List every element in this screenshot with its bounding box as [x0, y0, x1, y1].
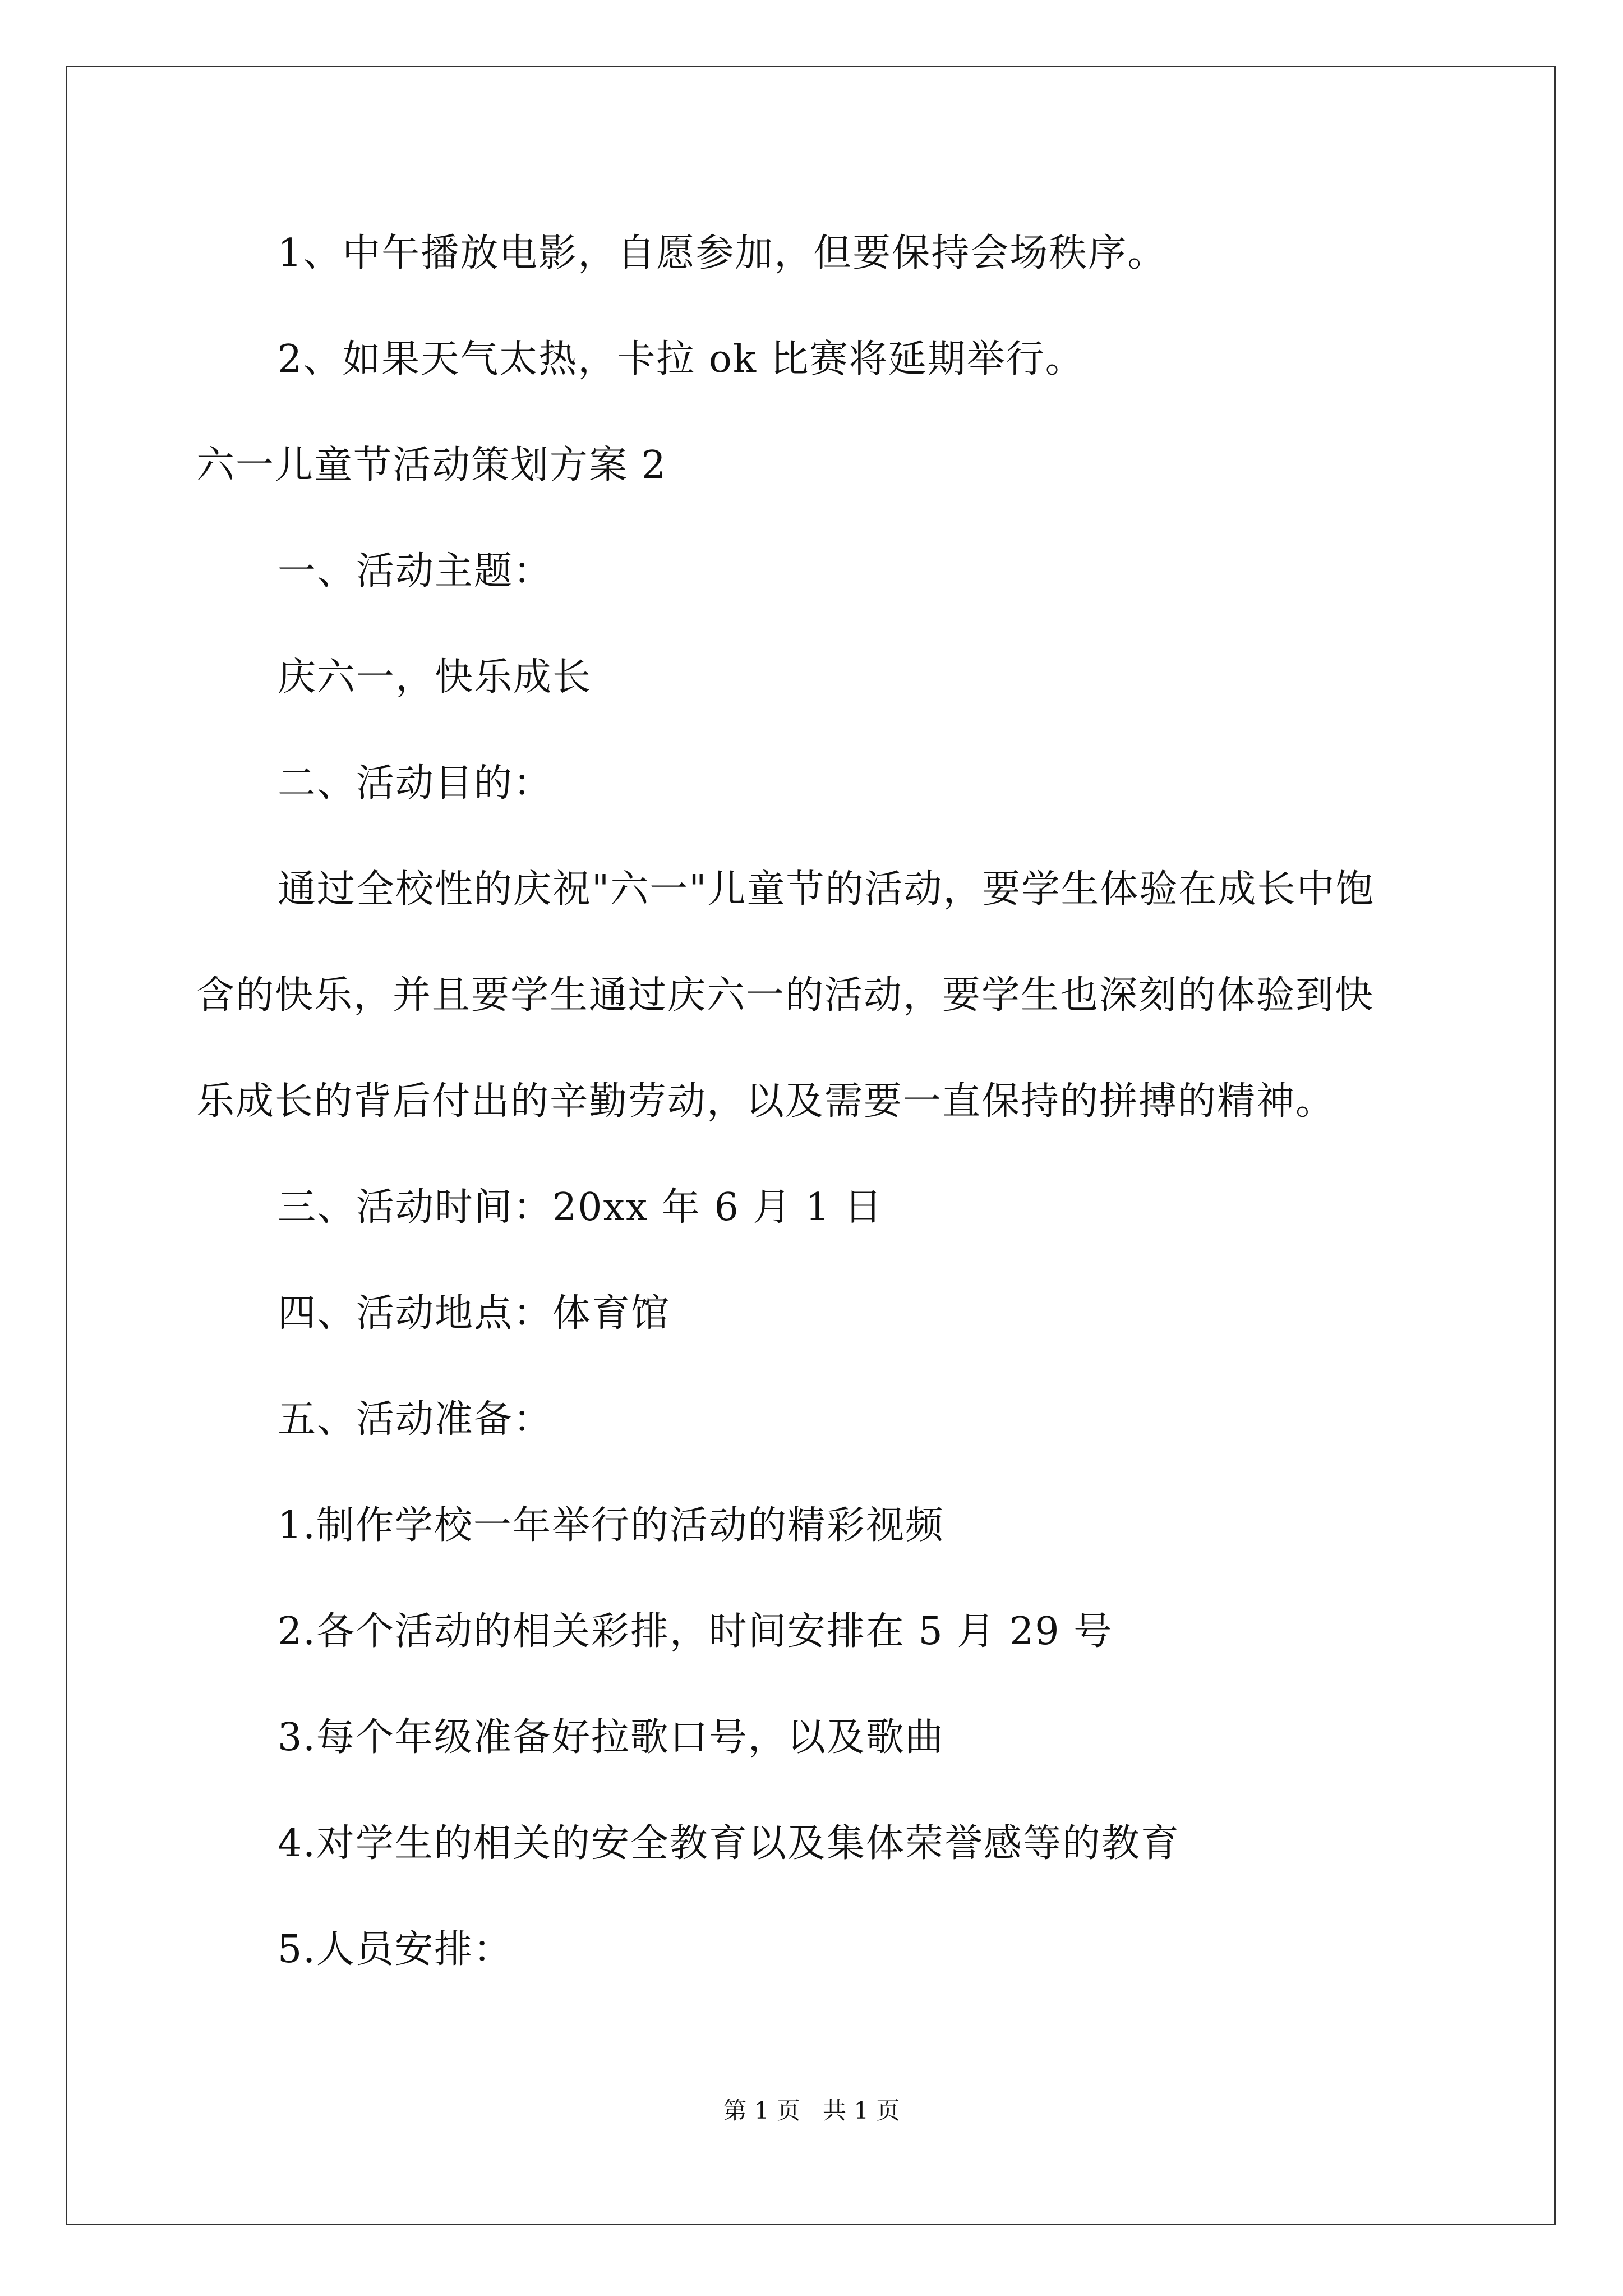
activity-theme-text: 庆六一，快乐成长	[278, 655, 592, 700]
purpose-line-3: 乐成长的背后付出的辛勤劳动，以及需要一直保持的拼搏的精神。	[196, 1079, 1335, 1124]
preparation-item-4: 4.对学生的相关的安全教育以及集体荣誉感等的教育	[278, 1821, 1180, 1866]
preparation-item-1: 1.制作学校一年举行的活动的精彩视频	[278, 1503, 944, 1548]
heading-activity-purpose: 二、活动目的：	[278, 761, 553, 806]
heading-activity-preparation: 五、活动准备：	[278, 1397, 553, 1442]
heading-activity-theme: 一、活动主题：	[278, 549, 553, 593]
activity-time: 三、活动时间：20xx 年 6 月 1 日	[278, 1185, 883, 1230]
page-footer: 第 1 页 共 1 页	[723, 2097, 900, 2124]
paragraph-line-2: 2、如果天气太热，卡拉 ok 比赛将延期举行。	[278, 337, 1085, 381]
preparation-item-5: 5.人员安排：	[278, 1927, 513, 1972]
activity-location: 四、活动地点：体育馆	[278, 1291, 671, 1336]
page-border	[66, 66, 1556, 2225]
purpose-line-2: 含的快乐，并且要学生通过庆六一的活动，要学生也深刻的体验到快	[196, 973, 1375, 1018]
preparation-item-2: 2.各个活动的相关彩排，时间安排在 5 月 29 号	[278, 1609, 1113, 1654]
purpose-line-1: 通过全校性的庆祝"六一"儿童节的活动，要学生体验在成长中饱	[278, 867, 1375, 912]
section-heading: 六一儿童节活动策划方案 2	[196, 443, 667, 487]
preparation-item-3: 3.每个年级准备好拉歌口号，以及歌曲	[278, 1715, 944, 1760]
paragraph-line-1: 1、中午播放电影，自愿参加，但要保持会场秩序。	[278, 231, 1167, 275]
